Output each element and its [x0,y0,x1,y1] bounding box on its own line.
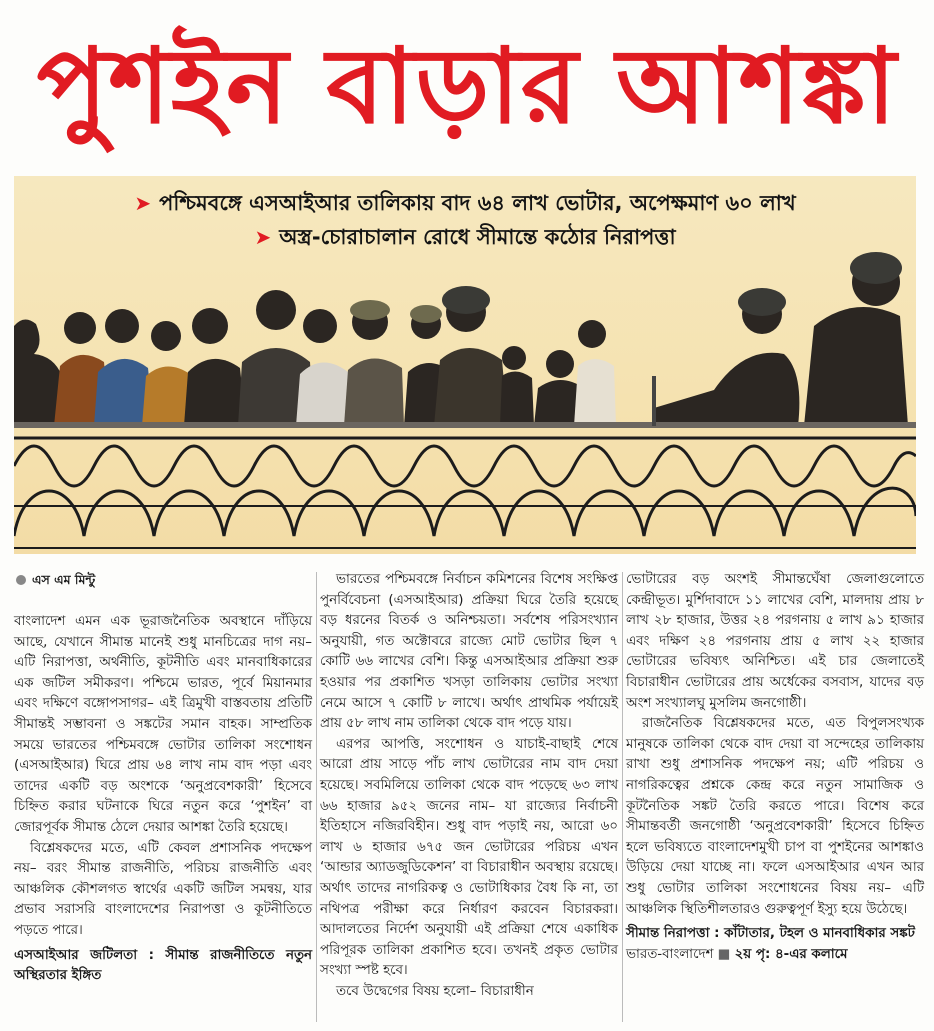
paragraph: বিশ্লেষকদের মতে, এটি কেবল প্রশাসনিক পদক্ষেপ নয়– বরং সীমান্ত রাজনীতি, পরিচয় রাজনীতি এবং আঞ্চলিক কৌশলগত স্বার্থের একটি জটিল সমন্বয়, যার প্রভাব সরাসরি বাংলাদেশের নিরাপত্তা ও কূটনীতিতে পড়তে পারে। [14,840,312,938]
headline: পুশইন বাড়ার আশঙ্কা [36,25,898,147]
article-column-3 [626,570,924,965]
continued-on-link[interactable]: ভারত-বাংলাদেশ ■ ২য় পৃ: ৪-এর কলামে [626,946,848,962]
bullet-item: ➤ পশ্চিমবঙ্গে এসআইআর তালিকায় বাদ ৬৪ লাখ ভোটার, অপেক্ষমাণ ৬০ লাখ [134,191,796,215]
arrow-icon: ➤ [254,225,272,249]
paragraph: রাজনৈতিক বিশ্লেষকদের মতে, এত বিপুলসংখ্যক মানুষকে তালিকা থেকে বাদ দেয়া বা সন্দেহের তালিকায় রাখা শুধু প্রশাসনিক পদক্ষেপ নয়; এটি পরিচয় ও নাগরিকত্বের প্রশ্নকে কেন্দ্র করে নতুন সামাজিক ও কূটনৈতিক সঙ্কট তৈরি করতে পারে। বিশেষ করে সীমান্তবর্তী জনগোষ্ঠী ‘অনুপ্রবেশকারী’ হিসেবে চিহ্নিত হলে ভবিষ্যতে বাংলাদেশমুখী চাপ বা পুশইনের আশঙ্কাও উড়িয়ে দেয়া যাচ্ছে না। ফলে এসআইআর এখন আর শুধু ভোটার তালিকা সংশোধনের বিষয় নয়– এটি আঞ্চলিক স্থিতিশীলতারও গুরুত্বপূর্ণ ইস্যু হয়ে উঠেছে। [626,716,924,917]
paragraph: ভোটারের বড় অংশই সীমান্তঘেঁষা জেলাগুলোতে কেন্দ্রীভূত। মুর্শিদাবাদে ১১ লাখের বেশি, মালদায় প্রায় ৮ লাখ ২৮ হাজার, উত্তর ২৪ পরগনায় ৫ লাখ ৯১ হাজার এবং দক্ষিণ ২৪ পরগনায় প্রায় ৫ লাখ ২২ হাজার ভোটারের ভবিষ্যৎ অনিশ্চিত। এই চার জেলাতেই বিচারাধীন ভোটারের প্রায় অর্ধেকের বসবাস, যাদের বড় অংশ সংখ্যালঘু মুসলিম জনগোষ্ঠী। [626,572,924,711]
bullet-item: ➤ অস্ত্র-চোরাচালান রোধে সীমান্তে কঠোর নিরাপত্তা [254,225,676,249]
helmets [350,252,902,323]
column-divider [316,572,317,1022]
paragraph: তবে উদ্বেগের বিষয় হলো– বিচারাধীন [336,983,534,999]
crowd-silhouettes [14,258,908,426]
article-column-2 [320,570,618,1002]
bullet-dot-icon [16,575,26,585]
column-divider [622,572,623,1022]
bullet-list [14,186,916,254]
photo-banner [14,176,916,554]
subheading: সীমান্ত নিরাপত্তা : কাঁটাতার, টহল ও মানবাধিকার সঙ্কট [626,926,915,942]
paragraph: এরপর আপত্তি, সংশোধন ও যাচাই-বাছাই শেষে আরো প্রায় সাড়ে পাঁচ লাখ ভোটারের নাম বাদ দেয়া হয়েছে। সবমিলিয়ে তালিকা থেকে বাদ পড়েছে ৬৩ লাখ ৬৬ হাজার ৯৫২ জনের নাম– যা রাজ্যের নির্বাচনী ইতিহাসে নজিরবিহীন। শুধু বাদ পড়াই নয়, আরো ৬০ লাখ ৬ হাজার ৬৭৫ জন ভোটারের পরিচয় এখন ‘আন্ডার অ্যাডজুডিকেশন’ বা বিচারাধীন অবস্থায় রয়েছে। অর্থাৎ তাদের নাগরিকত্ব ও ভোটাধিকার বৈধ কি না, তা নথিপত্র পরীক্ষা করে নির্ধারণ করবেন বিচারকরা। আদালতের নির্দেশ অনুযায়ী এই প্রক্রিয়া শেষে একাধিক পরিপূরক তালিকা প্রকাশিত হবে। তখনই প্রকৃত ভোটার সংখ্যা স্পষ্ট হবে। [320,736,618,979]
arrow-icon: ➤ [134,191,152,215]
subheading: এসআইআর জটিলতা : সীমান্ত রাজনীতিতে নতুন অস্থিরতার ইঙ্গিত [14,947,312,984]
square-icon: ■ [717,946,731,962]
article-column-1 [14,612,312,987]
paragraph: বাংলাদেশ এমন এক ভূরাজনৈতিক অবস্থানে দাঁড়িয়ে আছে, যেখানে সীমান্ত মানেই শুধু মানচিত্রের দাগ নয়– এটি নিরাপত্তা, অর্থনীতি, কূটনীতি এবং মানবাধিকারের এক জটিল সমীকরণ। পশ্চিমে ভারত, পূর্বে মিয়ানমার এবং দক্ষিণে বঙ্গোপসাগর– এই ত্রিমুখী বাস্তবতায় প্রতিটি সীমান্তই সম্ভাবনা ও সঙ্কটের সমান বাহক। সাম্প্রতিক সময়ে ভারতের পশ্চিমবঙ্গে ভোটার তালিকা সংশোধন (এসআইআর) ঘিরে প্রায় ৬৪ লাখ নাম বাদ পড়া এবং তাদের একটি বড় অংশকে ‘অনুপ্রবেশকারী’ হিসেবে চিহ্নিত করার ঘটনাকে ঘিরে নতুন করে ‘পুশইন’ বা জোরপূর্বক সীমান্ত ঠেলে দেয়ার আশঙ্কা তৈরি হয়েছে। [14,614,312,835]
byline: এস এম মিন্টু [16,572,95,592]
paragraph: ভারতের পশ্চিমবঙ্গে নির্বাচন কমিশনের বিশেষ সংক্ষিপ্ত পুনর্বিবেচনা (এসআইআর) প্রক্রিয়া ঘিরে তৈরি হয়েছে বড় ধরনের বিতর্ক ও অনিশ্চয়তা। সর্বশেষ পরিসংখ্যান অনুযায়ী, গত অক্টোবরে রাজ্যে মোট ভোটার ছিল ৭ কোটি ৬৬ লাখের বেশি। কিন্তু এসআইআর প্রক্রিয়া শুরু হওয়ার পর প্রকাশিত খসড়া তালিকায় ভোটার সংখ্যা নেমে আসে ৭ কোটি ৮ লাখে। অর্থাৎ প্রাথমিক পর্যায়েই প্রায় ৫৮ লাখ নাম তালিকা থেকে বাদ পড়ে যায়। [320,572,618,732]
